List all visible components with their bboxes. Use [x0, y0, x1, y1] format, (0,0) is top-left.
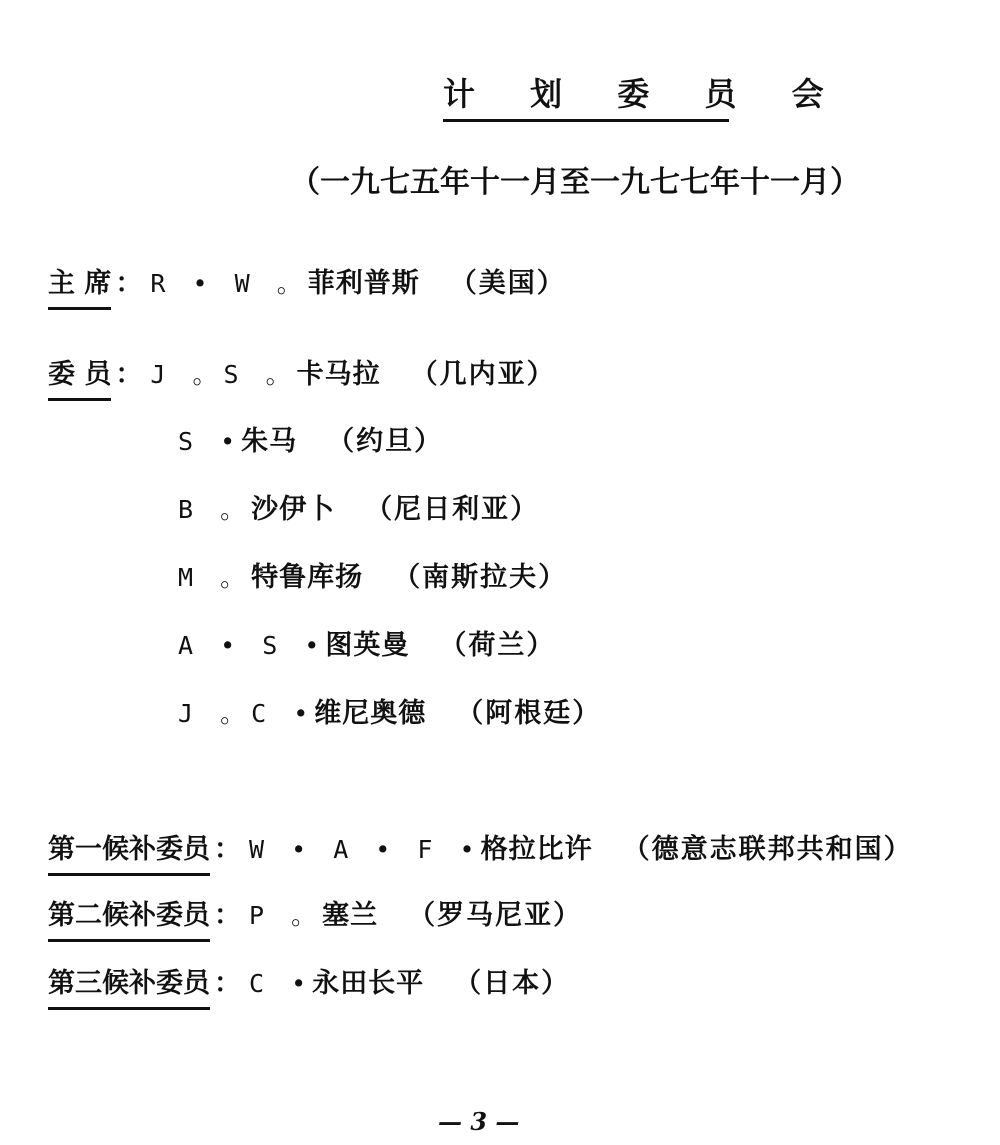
member-country: （几内亚）: [410, 359, 556, 390]
alternate-row: [48, 966, 570, 1002]
member-initials: M 。: [178, 563, 252, 592]
member-country: （南斯拉夫）: [393, 562, 568, 593]
chair-name: 菲利普斯: [307, 268, 420, 299]
alternate-label: 第三候补委员: [48, 966, 210, 1002]
chair-row: [48, 266, 566, 302]
alternate-colon: ：: [214, 968, 241, 999]
chair-country: （美国）: [449, 268, 566, 299]
member-initials: J 。C •: [178, 699, 315, 728]
page-title: 计 划 委 员 会: [443, 75, 846, 113]
member-name: 图英曼: [325, 630, 410, 661]
member-row: [178, 628, 555, 664]
title-underline: [443, 119, 729, 122]
chair-label: 主 席: [48, 266, 111, 302]
member-country: （荷兰）: [439, 630, 556, 661]
alternate-initials: P 。: [249, 901, 323, 930]
alternate-country: （德意志联邦共和国）: [622, 834, 913, 865]
member-name: 沙伊卜: [251, 494, 336, 525]
alternate-colon: ：: [214, 900, 241, 931]
term-period: （一九七五年十一月至一九七七年十一月）: [290, 165, 860, 200]
alternate-initials: W • A • F •: [249, 835, 481, 864]
members-label: 委 员: [48, 357, 111, 393]
alternate-country: （日本）: [454, 968, 571, 999]
alternate-label: 第二候补委员: [48, 898, 210, 934]
member-country: （约旦）: [327, 426, 444, 457]
alternate-name: 塞兰: [322, 900, 379, 931]
member-initials: B 。: [178, 495, 252, 524]
member-row: [178, 424, 443, 460]
member-country: （尼日利亚）: [365, 494, 540, 525]
member-name: 特鲁库扬: [251, 562, 364, 593]
alternate-row: [48, 898, 582, 934]
alternate-colon: ：: [214, 834, 241, 865]
member-row: [178, 492, 539, 528]
member-name: 维尼奥德: [314, 698, 427, 729]
alternate-initials: C •: [249, 969, 313, 998]
member-initials: A • S •: [178, 631, 326, 660]
alternate-name: 永田长平: [312, 968, 425, 999]
member-country: （阿根廷）: [456, 698, 602, 729]
member-row: [178, 696, 601, 732]
member-row: [178, 560, 567, 596]
page-number: — 3 —: [438, 1107, 520, 1136]
member-initials: S •: [178, 427, 242, 456]
member-row: [48, 357, 556, 393]
chair-initials: R • W 。: [150, 269, 308, 298]
member-initials: J 。S 。: [150, 360, 297, 389]
alternate-name: 格拉比许: [480, 834, 593, 865]
alternate-label: 第一候补委员: [48, 832, 210, 868]
member-name: 朱马: [241, 426, 298, 457]
members-colon: ：: [115, 359, 143, 390]
member-name: 卡马拉: [296, 359, 381, 390]
alternate-country: （罗马尼亚）: [408, 900, 583, 931]
alternate-row: [48, 832, 913, 868]
chair-colon: ：: [115, 268, 143, 299]
